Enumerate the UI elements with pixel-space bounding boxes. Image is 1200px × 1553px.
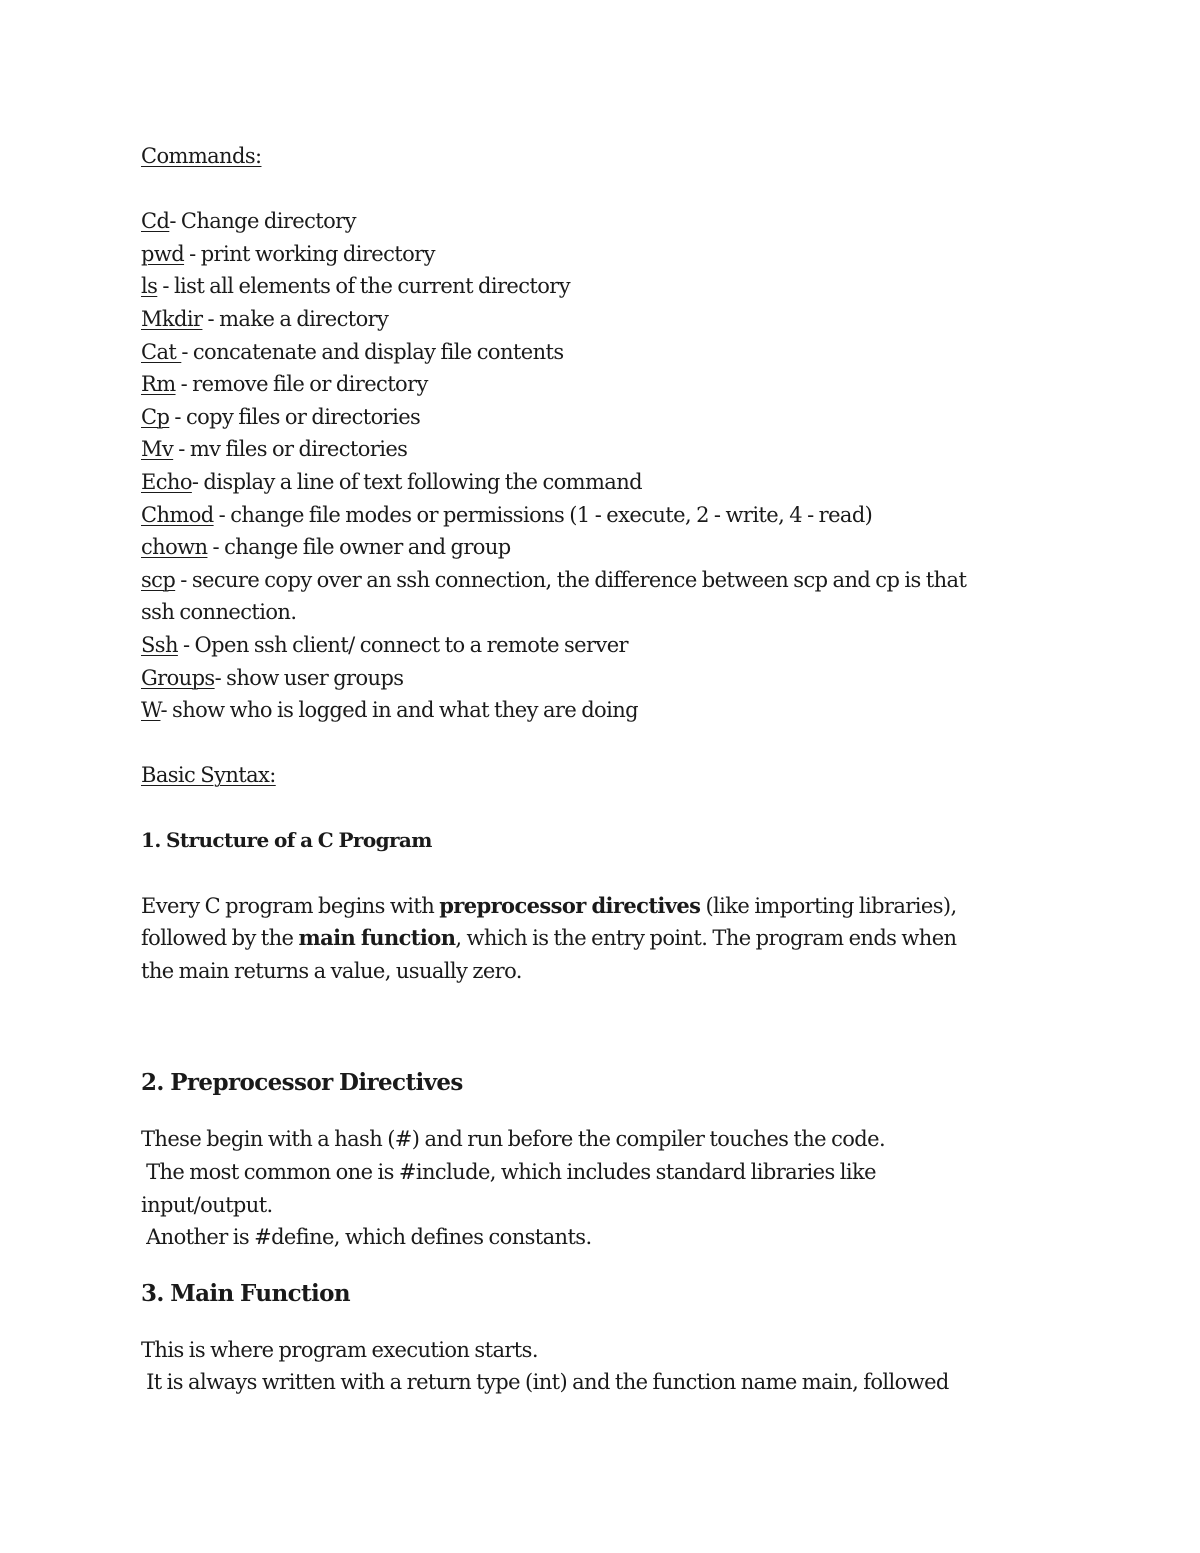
command-item [141, 662, 1051, 695]
section-1-paragraph-line: the main returns a value, usually zero. [141, 958, 522, 983]
command-desc: - mv files or directories [173, 437, 408, 462]
command-item [141, 401, 1051, 434]
command-desc: - display a line of text following the command [191, 469, 642, 494]
command-name: Cd [141, 209, 170, 234]
command-name: Chmod [141, 502, 214, 527]
command-desc: - copy files or directories [169, 404, 421, 429]
text-run: followed by the [141, 926, 299, 951]
section-3-line: It is always written with a return type (int) and the function name main, followed [141, 1370, 949, 1395]
bold-term: main function [298, 925, 456, 951]
command-desc: ssh connection. [141, 600, 297, 625]
command-item [141, 433, 1051, 466]
command-name: Mv [141, 437, 174, 462]
command-item [141, 564, 1051, 597]
command-desc: - concatenate and display file contents [181, 339, 564, 364]
section-2-line: input/output. [141, 1192, 273, 1217]
command-item [141, 694, 1051, 727]
spacer [141, 173, 1051, 206]
commands-list [141, 205, 1051, 727]
spacer [141, 1101, 1051, 1123]
command-name: Ssh [141, 632, 178, 657]
command-name: scp [141, 567, 176, 592]
command-desc: - show who is logged in and what they are doing [160, 698, 638, 723]
command-name: Cp [141, 404, 170, 429]
section-3-title: 3. Main Function [141, 1279, 351, 1307]
command-item [141, 205, 1051, 238]
command-name: chown [141, 535, 208, 560]
command-desc: - show user groups [214, 665, 404, 690]
section-1-title: 1. Structure of a C Program [141, 828, 432, 853]
command-item [141, 466, 1051, 499]
command-desc: - Change directory [169, 209, 356, 234]
text-run: (like importing libraries), [700, 893, 957, 918]
command-name: Echo [141, 469, 192, 494]
command-item [141, 336, 1051, 369]
command-desc: - print working directory [184, 241, 435, 266]
command-desc: - list all elements of the current directory [157, 274, 570, 299]
command-name: ls [141, 274, 158, 299]
section-3-line: This is where program execution starts. [141, 1337, 538, 1362]
command-name: Groups [141, 665, 215, 690]
section-1-paragraph-line [141, 890, 1051, 923]
commands-heading: Commands: [141, 144, 262, 168]
text-run: Every C program begins with [141, 893, 440, 918]
command-item [141, 531, 1051, 564]
command-desc: - Open ssh client/ connect to a remote server [177, 632, 628, 657]
command-name: pwd [141, 241, 185, 266]
syntax-heading: Basic Syntax: [141, 763, 276, 788]
section-2-line: Another is #define, which defines constants. [141, 1225, 592, 1250]
section-2-line: The most common one is #include, which includes standard libraries like [141, 1160, 876, 1185]
command-name: Rm [141, 372, 176, 397]
command-item [141, 596, 1051, 629]
command-desc: - secure copy over an ssh connection, the difference between scp and cp is that [175, 567, 967, 592]
command-item [141, 499, 1051, 532]
section-2-title: 2. Preprocessor Directives [141, 1069, 463, 1097]
command-item [141, 303, 1051, 336]
command-name: Mkdir [141, 306, 203, 331]
section-2-line: These begin with a hash (#) and run before the compiler touches the code. [141, 1127, 886, 1152]
command-name: W [141, 698, 161, 723]
spacer [141, 727, 1051, 760]
command-desc: - change file owner and group [207, 535, 511, 560]
document-page [141, 140, 1051, 1399]
command-name: Cat [141, 339, 182, 364]
section-1-paragraph-line [141, 922, 1051, 955]
spacer [141, 792, 1051, 825]
spacer [141, 987, 1051, 1067]
bold-term: preprocessor directives [439, 892, 701, 918]
command-item [141, 238, 1051, 271]
spacer [141, 1254, 1051, 1278]
spacer [141, 857, 1051, 890]
command-item [141, 629, 1051, 662]
spacer [141, 1312, 1051, 1334]
command-item [141, 270, 1051, 303]
command-item [141, 368, 1051, 401]
command-desc: - remove file or directory [175, 372, 428, 397]
command-desc: - change file modes or permissions (1 - execute, 2 - write, 4 - read) [213, 502, 873, 527]
command-desc: - make a directory [202, 306, 389, 331]
text-run: , which is the entry point. The program ends when [455, 926, 957, 951]
